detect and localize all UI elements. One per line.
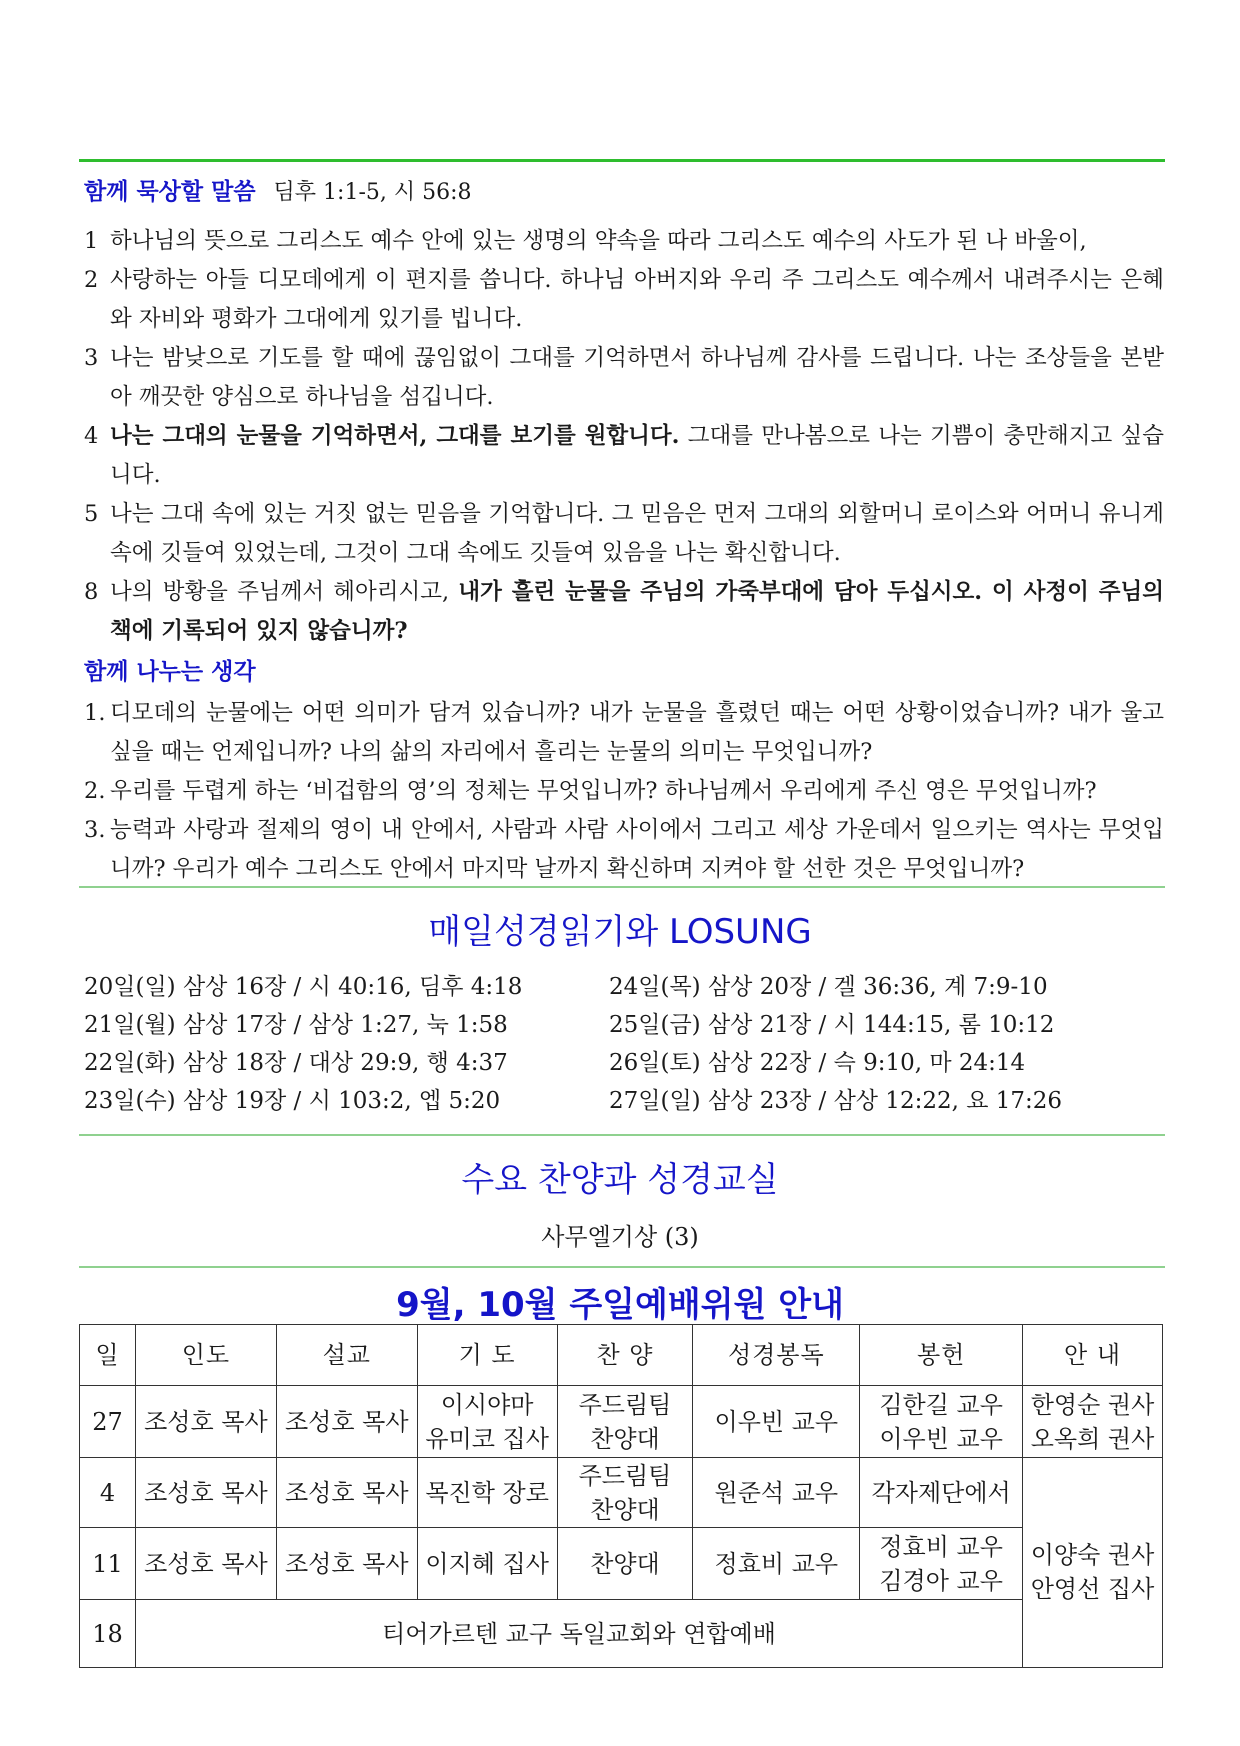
- cell-offering: 각자제단에서: [860, 1458, 1023, 1528]
- wednesday-subtitle: 사무엘기상 (3): [541, 1223, 699, 1251]
- verse-2: [84, 261, 1164, 339]
- cell-lead: 조성호 목사: [135, 1528, 276, 1600]
- cell-offering: [860, 1528, 1023, 1600]
- section-divider: [79, 886, 1165, 888]
- cell-day: 11: [80, 1528, 136, 1600]
- cell-usher: [1023, 1386, 1163, 1458]
- verse-number: 4: [84, 423, 99, 449]
- cell-reading: 정효비 교우: [693, 1528, 860, 1600]
- header-lead: 인도: [135, 1325, 276, 1386]
- top-divider: [79, 159, 1165, 162]
- question-number: 1.: [84, 700, 106, 726]
- cell-line: 한영순 권사: [1030, 1390, 1155, 1419]
- header-reading: 성경봉독: [693, 1325, 860, 1386]
- reading-entry: 22일(화) 삼상 18장 / 대상 29:9, 행 4:37: [84, 1050, 508, 1076]
- cell-lead: 조성호 목사: [135, 1386, 276, 1458]
- cell-lead: 조성호 목사: [135, 1458, 276, 1528]
- cell-usher-merged: [1023, 1458, 1163, 1668]
- cell-line: 주드림팀: [578, 1461, 672, 1490]
- verse-text: 그대를 만나봄으로 나는 기쁨이 충만해지고 싶습니다.: [110, 423, 1164, 488]
- cell-line: 오옥희 권사: [1030, 1424, 1155, 1453]
- reading-column-right: [609, 968, 1062, 1120]
- section-divider: [79, 1266, 1165, 1268]
- duty-roster-table: [79, 1324, 1163, 1668]
- verse-number: 5: [84, 501, 99, 527]
- verse-number: 1: [84, 228, 99, 254]
- sharing-heading: 함께 나누는 생각: [84, 659, 256, 685]
- cell-line: 이양숙 권사: [1030, 1541, 1155, 1569]
- cell-prayer: 목진학 장로: [417, 1458, 557, 1528]
- verse-number: 2: [84, 267, 99, 293]
- cell-offering: [860, 1386, 1023, 1458]
- verse-text: 나는 그대 속에 있는 거짓 없는 믿음을 기억합니다. 그 믿음은 먼저 그대의 외할머니 로이스와 어머니 유니게 속에 깃들여 있었는데, 그것이 그대 속에도 깃들여 있음을 나는 확신합니다.: [110, 501, 1164, 566]
- table-header-row: [80, 1325, 1163, 1386]
- section-divider: [79, 1134, 1165, 1136]
- table-row: [80, 1458, 1163, 1528]
- verse-number: 3: [84, 345, 99, 371]
- verse-text: 하나님의 뜻으로 그리스도 예수 안에 있는 생명의 약속을 따라 그리스도 예수의 사도가 된 나 바울이,: [110, 228, 1087, 254]
- reading-entry: 26일(토) 삼상 22장 / 슥 9:10, 마 24:14: [609, 1050, 1026, 1076]
- cell-reading: 원준석 교우: [693, 1458, 860, 1528]
- cell-note: 티어가르텐 교구 독일교회와 연합예배: [135, 1600, 1022, 1668]
- verse-1: [84, 222, 1164, 261]
- meditation-title: 함께 묵상할 말씀: [84, 179, 256, 205]
- cell-sermon: 조성호 목사: [276, 1528, 417, 1600]
- cell-line: 안영선 집사: [1030, 1575, 1155, 1603]
- cell-day: 27: [80, 1386, 136, 1458]
- cell-line: 정효비 교우: [879, 1532, 1003, 1561]
- daily-reading-title: 매일성경읽기와 LOSUNG: [428, 912, 812, 952]
- cell-line: 유미코 집사: [425, 1424, 549, 1453]
- scripture-reference: 딤후 1:1-5, 시 56:8: [273, 180, 472, 205]
- verse-text: 나의 방황을 주님께서 헤아리시고,: [110, 579, 459, 605]
- duty-roster-title: 9월, 10월 주일예배위원 안내: [396, 1285, 844, 1325]
- verse-text: 나는 밤낮으로 기도를 할 때에 끊임없이 그대를 기억하면서 하나님께 감사를 드립니다. 나는 조상들을 본받아 깨끗한 양심으로 하나님을 섬깁니다.: [110, 345, 1164, 410]
- question-number: 2.: [84, 778, 106, 804]
- meditation-heading: [84, 173, 472, 206]
- table-row: [80, 1600, 1163, 1668]
- cell-prayer: [417, 1386, 557, 1458]
- cell-day: 18: [80, 1600, 136, 1668]
- reading-entry: 20일(일) 삼상 16장 / 시 40:16, 딤후 4:18: [84, 974, 523, 1000]
- cell-reading: 이우빈 교우: [693, 1386, 860, 1458]
- cell-line: 찬양대: [590, 1495, 660, 1524]
- cell-line: 찬양대: [590, 1424, 660, 1453]
- header-praise: 찬 양: [557, 1325, 693, 1386]
- header-sermon: 설교: [276, 1325, 417, 1386]
- question-number: 3.: [84, 817, 106, 843]
- cell-line: 이시야마: [440, 1390, 534, 1419]
- table-row: [80, 1528, 1163, 1600]
- question-text: 디모데의 눈물에는 어떤 의미가 담겨 있습니까? 내가 눈물을 흘렸던 때는 어떤 상황이었습니까? 내가 울고 싶을 때는 언제입니까? 나의 삶의 자리에서 흘리는 눈물의 의미는 무엇입니까?: [110, 700, 1164, 765]
- verse-5: [84, 495, 1164, 573]
- reading-column-left: [84, 968, 522, 1120]
- cell-sermon: 조성호 목사: [276, 1386, 417, 1458]
- cell-praise: [557, 1458, 693, 1528]
- discussion-questions: [84, 694, 1164, 889]
- question-item: [84, 694, 1164, 772]
- reading-entry: 27일(일) 삼상 23장 / 삼상 12:22, 요 17:26: [609, 1088, 1063, 1114]
- table-row: [80, 1386, 1163, 1458]
- header-usher: 안 내: [1023, 1325, 1163, 1386]
- cell-line: 주드림팀: [578, 1390, 672, 1419]
- verse-emphasis: 내가 흘린 눈물을 주님의 가죽부대에 담아 두십시오. 이 사정이 주님의 책에 기록되어 있지 않습니까?: [110, 579, 1164, 644]
- verse-8: [84, 573, 1164, 651]
- wednesday-title: 수요 찬양과 성경교실: [461, 1160, 779, 1200]
- cell-line: 김한길 교우: [879, 1390, 1003, 1419]
- verse-text: 사랑하는 아들 디모데에게 이 편지를 씁니다. 하나님 아버지와 우리 주 그리스도 예수께서 내려주시는 은혜와 자비와 평화가 그대에게 있기를 빕니다.: [110, 267, 1164, 332]
- cell-sermon: 조성호 목사: [276, 1458, 417, 1528]
- cell-praise: [557, 1386, 693, 1458]
- cell-line: 이우빈 교우: [879, 1424, 1003, 1453]
- question-text: 능력과 사랑과 절제의 영이 내 안에서, 사람과 사람 사이에서 그리고 세상 가운데서 일으키는 역사는 무엇입니까? 우리가 예수 그리스도 안에서 마지막 날까지 확신하며 지켜야 할 선한 것은 무엇입니까?: [110, 817, 1164, 882]
- question-item: [84, 772, 1164, 811]
- cell-prayer: 이지혜 집사: [417, 1528, 557, 1600]
- cell-praise: 찬양대: [557, 1528, 693, 1600]
- reading-entry: 24일(목) 삼상 20장 / 겔 36:36, 계 7:9-10: [609, 974, 1048, 1000]
- header-prayer: 기 도: [417, 1325, 557, 1386]
- scripture-passage: [84, 222, 1164, 651]
- question-item: [84, 811, 1164, 889]
- cell-line: 김경아 교우: [879, 1566, 1003, 1595]
- verse-4: [84, 417, 1164, 495]
- verse-emphasis: 나는 그대의 눈물을 기억하면서, 그대를 보기를 원합니다.: [110, 423, 680, 449]
- reading-entry: 21일(월) 삼상 17장 / 삼상 1:27, 눅 1:58: [84, 1012, 508, 1038]
- header-offering: 봉헌: [860, 1325, 1023, 1386]
- reading-entry: 25일(금) 삼상 21장 / 시 144:15, 롬 10:12: [609, 1012, 1055, 1038]
- question-text: 우리를 두렵게 하는 ‘비겁함의 영’의 정체는 무엇입니까? 하나님께서 우리에게 주신 영은 무엇입니까?: [110, 778, 1097, 804]
- verse-3: [84, 339, 1164, 417]
- reading-entry: 23일(수) 삼상 19장 / 시 103:2, 엡 5:20: [84, 1088, 501, 1114]
- verse-number: 8: [84, 579, 99, 605]
- cell-day: 4: [80, 1458, 136, 1528]
- header-day: 일: [80, 1325, 136, 1386]
